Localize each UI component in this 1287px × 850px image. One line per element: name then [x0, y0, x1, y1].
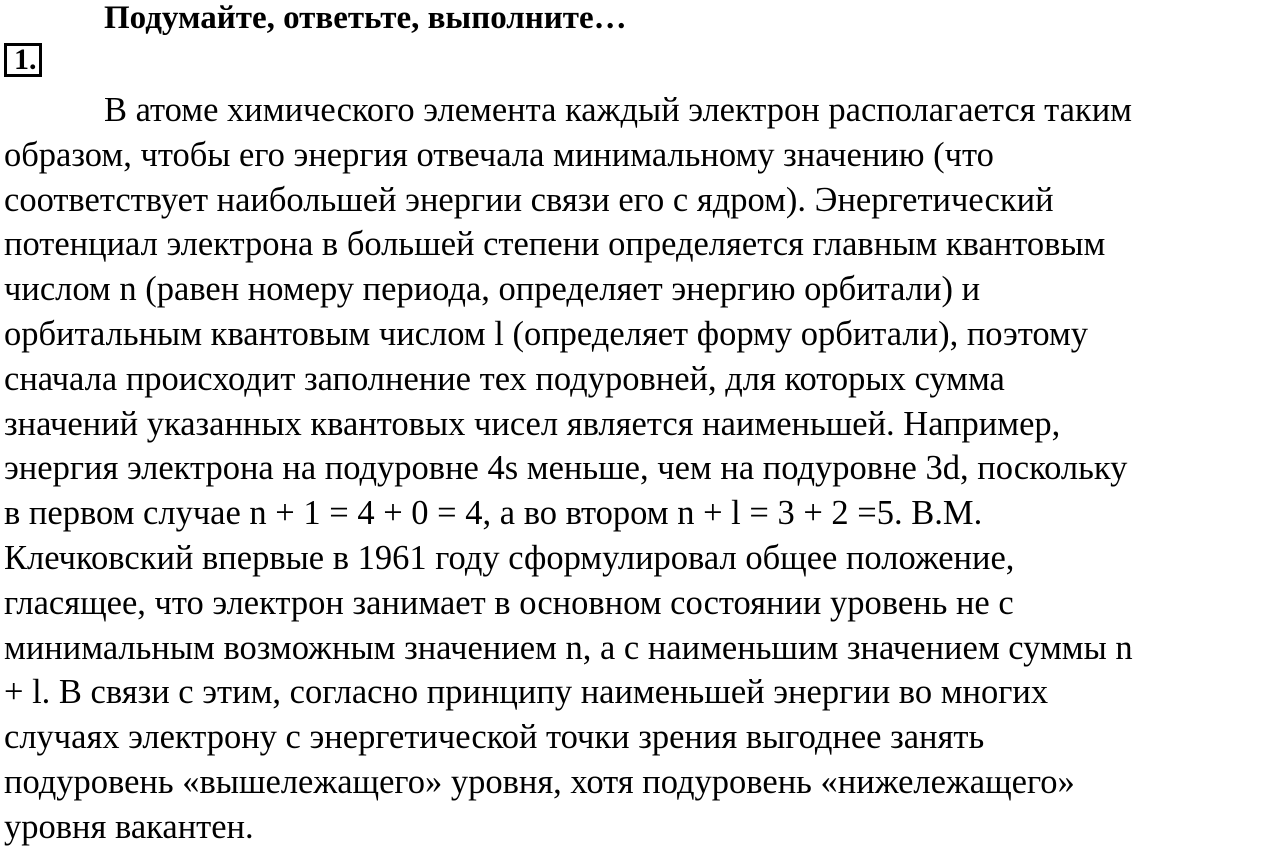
paragraph-line: соответствует наибольшей энергии связи его с ядром). Энергетический	[4, 180, 1054, 219]
paragraph-line: Клечковский впервые в 1961 году сформулировал общее положение,	[4, 538, 1015, 577]
paragraph-line: уровня вакантен.	[4, 807, 254, 846]
paragraph-line: случаях электрону с энергетической точки зрения выгоднее занять	[4, 718, 985, 757]
paragraph-line: потенциал электрона в большей степени определяется главным квантовым	[4, 225, 1106, 264]
paragraph-line: значений указанных квантовых чисел является наименьшей. Например,	[4, 404, 1061, 443]
paragraph-line: сначала происходит заполнение тех подуровней, для которых сумма	[4, 359, 1005, 398]
paragraph-line: подуровень «вышележащего» уровня, хотя подуровень «нижележащего»	[4, 762, 1075, 801]
paragraph-line: числом n (равен номеру периода, определяет энергию орбитали) и	[4, 270, 981, 309]
paragraph	[4, 88, 1133, 850]
paragraph-line: минимальным возможным значением n, а с наименьшим значением суммы n	[4, 628, 1133, 667]
paragraph-line: В атоме химического элемента каждый электрон располагается таким	[104, 91, 1132, 129]
paragraph-line: энергия электрона на подуровне 4s меньше, чем на подуровне 3d, поскольку	[4, 449, 1128, 488]
paragraph-line: образом, чтобы его энергия отвечала минимальному значению (что	[4, 135, 994, 174]
paragraph-line: + l. В связи с этим, согласно принципу наименьшей энергии во многих	[4, 673, 1049, 712]
paragraph-line: орбитальным квантовым числом l (определяет форму орбитали), поэтому	[4, 314, 1089, 353]
paragraph-line: в первом случае n + 1 = 4 + 0 = 4, а во втором n + l = 3 + 2 =5. В.М.	[4, 494, 983, 533]
section-heading: Подумайте, ответьте, выполните…	[104, 0, 627, 36]
task-number-badge: 1.	[4, 43, 42, 77]
paragraph-line: гласящее, что электрон занимает в основном состоянии уровень не с	[4, 583, 1014, 622]
